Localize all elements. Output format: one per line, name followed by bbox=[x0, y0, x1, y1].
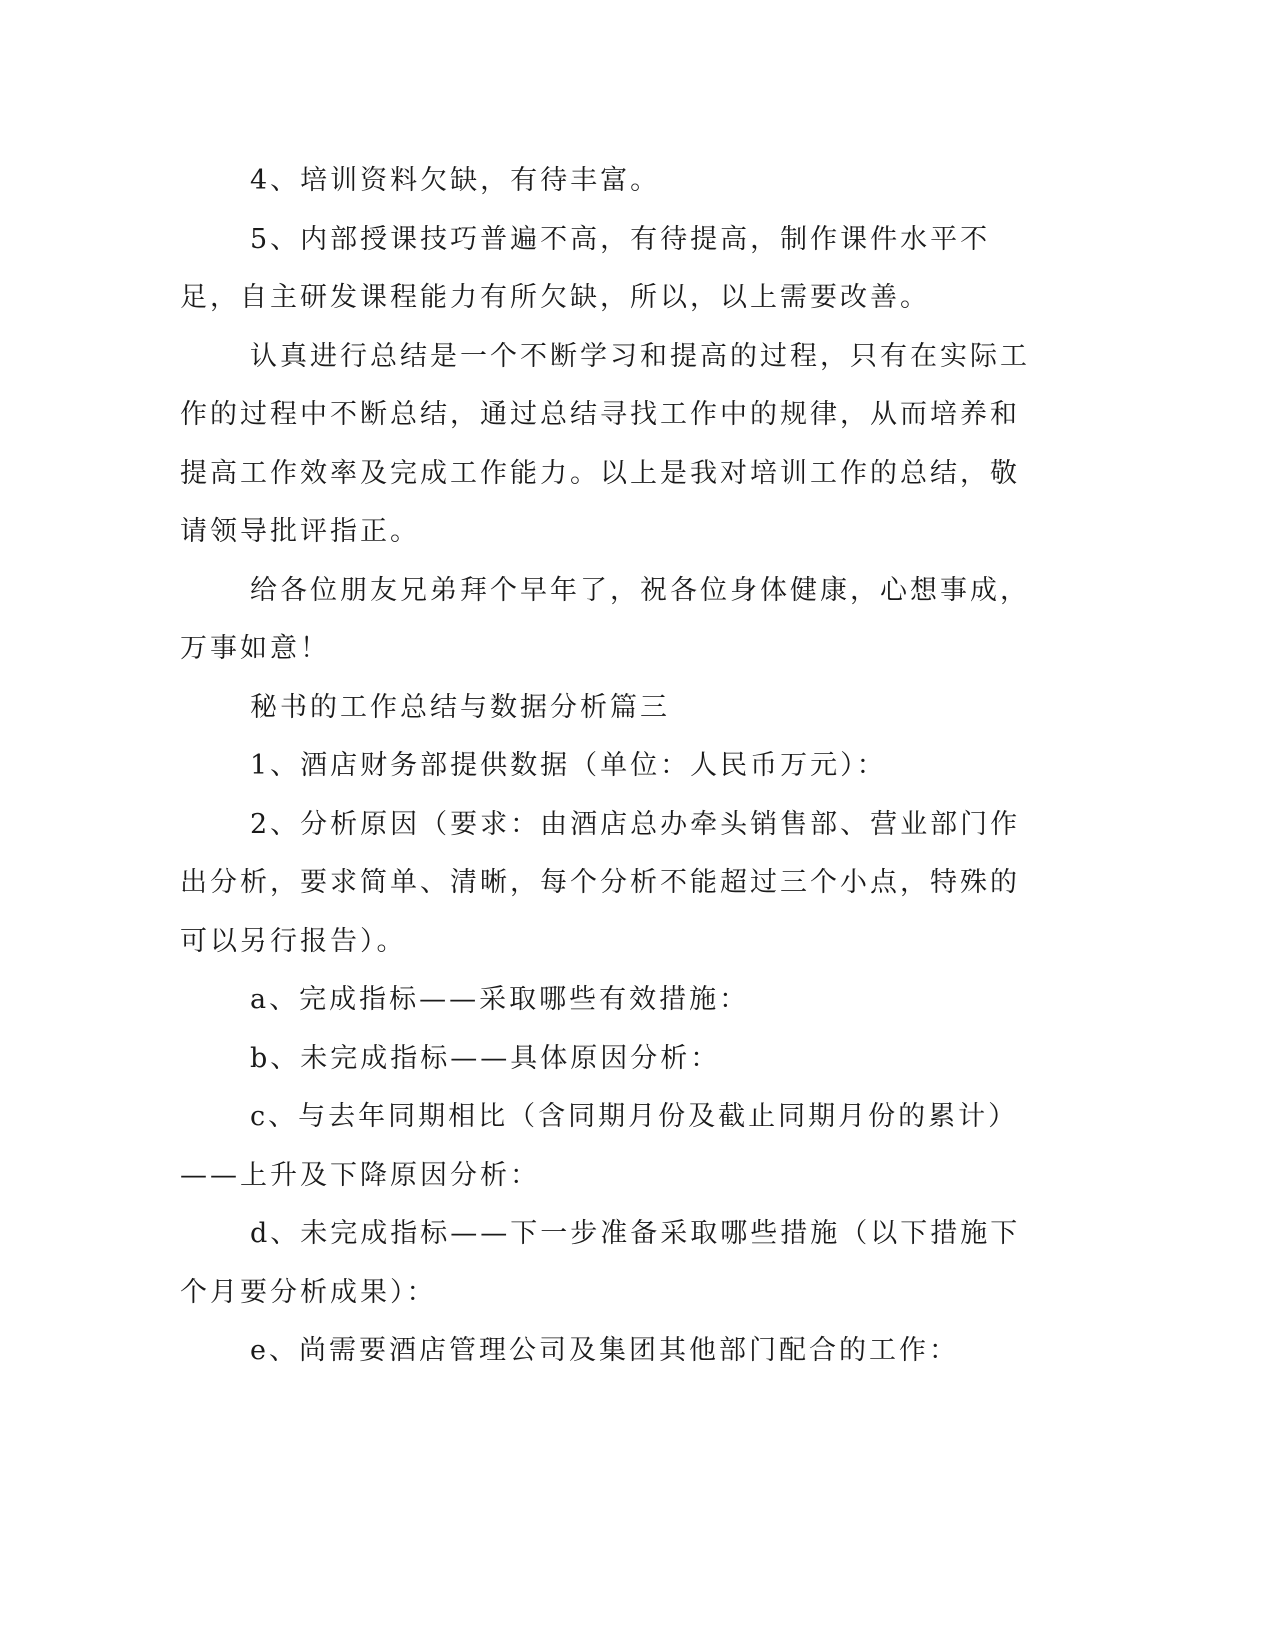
paragraph-item-b: b、未完成指标——具体原因分析： bbox=[250, 1042, 721, 1074]
paragraph-item-1: 1、酒店财务部提供数据（单位：人民币万元）： bbox=[250, 750, 887, 781]
document-body bbox=[180, 152, 1030, 1381]
paragraph-item-4: 4、培训资料欠缺，有待丰富。 bbox=[250, 165, 661, 196]
section-heading: 秘书的工作总结与数据分析篇三 bbox=[250, 691, 670, 723]
paragraph-item-5: 5、内部授课技巧普遍不高，有待提高，制作课件水平不足，自主研发课程能力有所欠缺，所以，以上需要改善。 bbox=[180, 223, 991, 313]
paragraph-item-c: c、与去年同期相比（含同期月份及截止同期月份的累计）——上升及下降原因分析： bbox=[180, 1101, 1019, 1191]
paragraph-item-a: a、完成指标——采取哪些有效措施： bbox=[250, 984, 750, 1015]
paragraph-item-e: e、尚需要酒店管理公司及集团其他部门配合的工作： bbox=[250, 1335, 959, 1366]
paragraph-item-d: d、未完成指标——下一步准备采取哪些措施（以下措施下个月要分析成果）： bbox=[180, 1218, 1021, 1308]
paragraph-greeting: 给各位朋友兄弟拜个早年了，祝各位身体健康，心想事成，万事如意！ bbox=[180, 574, 1030, 664]
paragraph-summary: 认真进行总结是一个不断学习和提高的过程，只有在实际工作的过程中不断总结，通过总结寻找工作中的规律，从而培养和提高工作效率及完成工作能力。以上是我对培训工作的总结，敬请领导批评指正。 bbox=[180, 340, 1030, 547]
paragraph-item-2: 2、分析原因（要求：由酒店总办牵头销售部、营业部门作出分析，要求简单、清晰，每个分析不能超过三个小点，特殊的可以另行报告）。 bbox=[180, 808, 1021, 957]
